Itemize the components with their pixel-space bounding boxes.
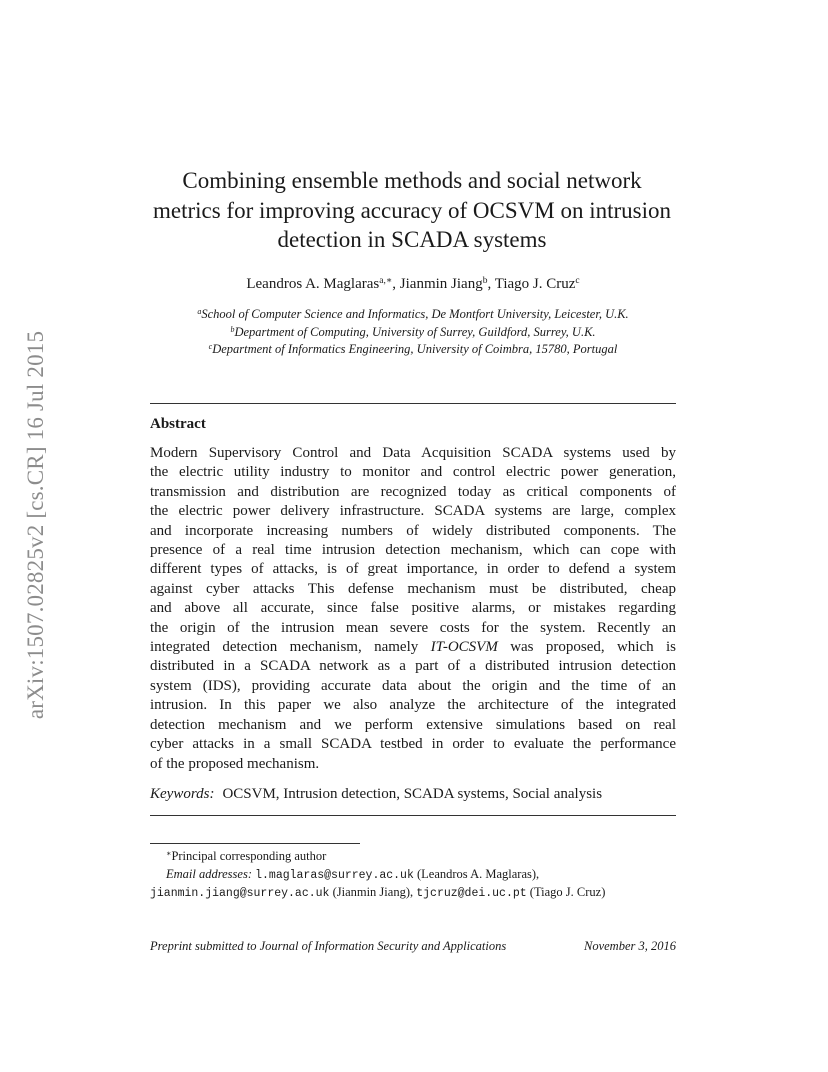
author-name: Leandros A. Maglaras: [246, 276, 380, 292]
email-address[interactable]: tjcruz@dei.uc.pt: [416, 887, 527, 900]
affiliation-marker: b: [230, 324, 235, 334]
abstract-line: intrusion. In this paper we also analyze the architecture of the integrated: [150, 697, 676, 714]
affiliation: [150, 306, 676, 324]
affiliation-marker: a: [197, 307, 202, 316]
keywords-label: Keywords:: [150, 786, 215, 802]
abstract-line: of the proposed mechanism.: [150, 755, 320, 772]
corresponding-author-note: [150, 848, 676, 866]
email-owner: (Tiago J. Cruz): [526, 885, 606, 899]
email-owner: (Jianmin Jiang),: [329, 885, 417, 899]
corresponding-author-text: Principal corresponding author: [171, 849, 327, 863]
affiliation: [150, 341, 676, 359]
email-address[interactable]: jianmin.jiang@surrey.ac.uk: [150, 887, 330, 900]
arxiv-identifier: [23, 292, 48, 758]
affiliation-marker: c: [208, 342, 213, 351]
keywords: [150, 785, 676, 804]
affiliation-text: School of Computer Science and Informatics, De Montfort University, Leicester, U.K.: [201, 307, 629, 321]
author-name: Jianmin Jiang: [399, 276, 483, 292]
email-address[interactable]: l.maglaras@surrey.ac.uk: [255, 868, 414, 882]
affiliation-list: [150, 306, 676, 359]
author-list: [150, 274, 676, 294]
author-name: Tiago J. Cruz: [494, 276, 576, 292]
author-marker: b: [482, 276, 488, 286]
author-marker: a,∗: [379, 276, 393, 286]
arxiv-identifier-text: arXiv:1507.02825v2 [cs.CR] 16 Jul 2015: [23, 330, 48, 720]
paper-title: [120, 166, 704, 255]
abstract-line: and above all accurate, since false positive alarms, or mistakes regarding: [150, 600, 676, 617]
abstract-line: transmission and distribution are recognized today as critical components of: [150, 483, 676, 500]
affiliation-text: Department of Informatics Engineering, University of Coimbra, 15780, Portugal: [212, 342, 618, 356]
footnotes: [150, 848, 676, 903]
abstract-line: Modern Supervisory Control and Data Acquisition SCADA systems used by: [150, 445, 676, 461]
abstract-body: [150, 444, 676, 774]
abstract-line: the electric power delivery infrastructure. SCADA systems are large, complex: [150, 503, 676, 520]
abstract-line: system (IDS), providing accurate data about the origin and the time of an: [150, 677, 676, 694]
email-line: [150, 884, 676, 903]
footnote-rule: [150, 843, 360, 844]
footnote-marker: ∗: [166, 849, 172, 858]
title-line: detection in SCADA systems: [277, 227, 547, 252]
method-name: IT-OCSVM: [430, 639, 498, 656]
author-separator: ,: [487, 276, 495, 292]
abstract-line: [150, 638, 676, 657]
preprint-journal: Preprint submitted to Journal of Information Security and Applications: [150, 939, 507, 953]
abstract-top-rule: [150, 403, 676, 404]
title-line: metrics for improving accuracy of OCSVM on intrusion: [152, 197, 672, 223]
abstract-line-start: integrated detection mechanism, namely: [150, 639, 431, 656]
abstract-line: detection mechanism and we perform extensive simulations based on real: [150, 716, 676, 733]
preprint-footer: [150, 938, 676, 955]
abstract-line: and incorporate increasing numbers of widely distributed components. The: [150, 522, 676, 539]
abstract-line: cyber attacks in a small SCADA testbed in order to evaluate the performance: [150, 736, 676, 753]
abstract-line: presence of a real time intrusion detection mechanism, which can cope with: [150, 542, 676, 559]
abstract-bottom-rule: [150, 815, 676, 816]
affiliation-text: Department of Computing, University of Surrey, Guildford, Surrey, U.K.: [234, 324, 596, 339]
author-marker: c: [575, 276, 580, 286]
email-owner: (Leandros A. Maglaras),: [413, 866, 540, 881]
abstract-line: the electric utility industry to monitor and control electric power generation,: [150, 464, 676, 481]
author-separator: ,: [392, 276, 400, 292]
email-line: [150, 866, 676, 885]
abstract-heading: Abstract: [150, 416, 206, 432]
abstract-line: different types of attacks, is of great importance, in order to defend a system: [150, 561, 676, 578]
preprint-date: November 3, 2016: [584, 939, 676, 953]
abstract-line-end: was proposed, which is: [497, 639, 676, 656]
title-line: Combining ensemble methods and social network: [182, 168, 642, 193]
abstract-line: distributed in a SCADA network as a part of a distributed intrusion detection: [150, 658, 676, 675]
affiliation: [150, 324, 676, 342]
keywords-text: OCSVM, Intrusion detection, SCADA systems, Social analysis: [222, 786, 603, 802]
abstract-line: the origin of the intrusion mean severe costs for the system. Recently an: [150, 619, 676, 636]
email-label: Email addresses:: [166, 866, 252, 881]
abstract-line: against cyber attacks This defense mechanism must be distributed, cheap: [150, 580, 676, 597]
